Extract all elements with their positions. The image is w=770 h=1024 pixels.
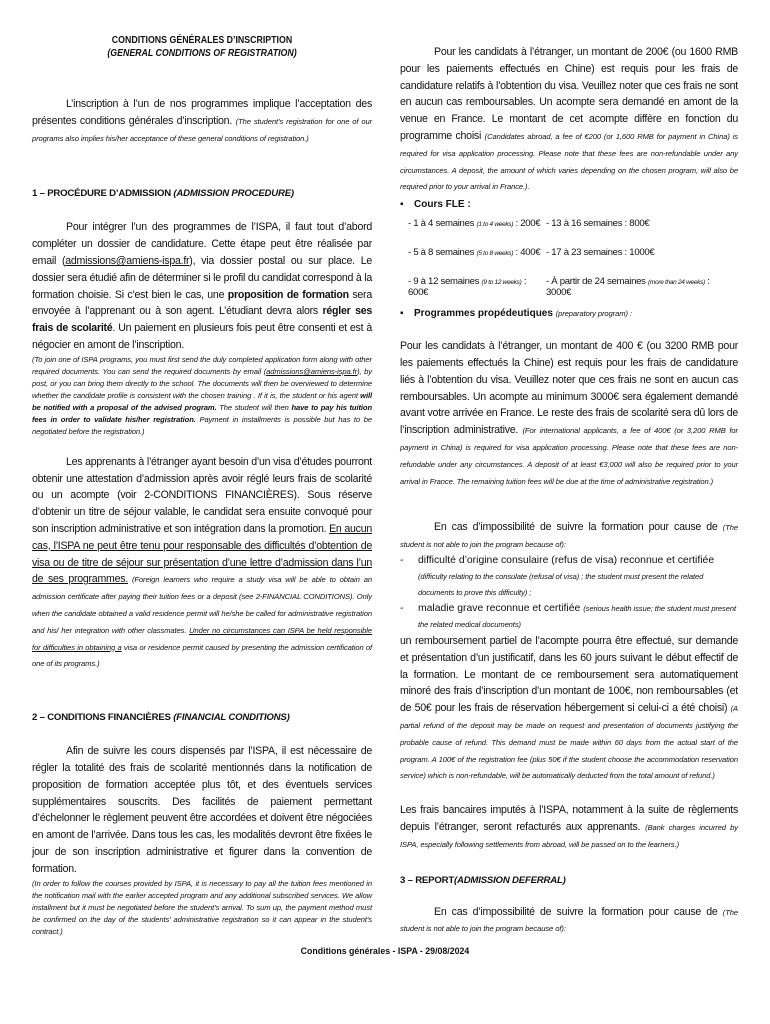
email-link[interactable]: admissions@amiens-ispa.fr xyxy=(65,254,190,267)
document-title: CONDITIONS GÉNÉRALES D’INSCRIPTION xyxy=(111,35,293,46)
fle-heading: ▪ Cours FLE : xyxy=(400,199,471,211)
section-3-heading: 3 – REPORT(ADMISSION DEFERRAL) xyxy=(400,874,566,886)
page-footer: Conditions générales - ISPA - 29/08/2024 xyxy=(300,946,470,956)
fle-item: - À partir de 24 semaines (more than 24 weeks) : 3000€ xyxy=(546,276,710,299)
bank-fees-paragraph: Les frais bancaires imputés à l’ISPA, notamment à la suite de règlements depuis l’étranger, seront refacturés aux apprenants. (Bank charges incurred by ISPA, especially following settlements from abroad, will be passed on to the learners.) xyxy=(400,804,739,849)
fle-item: - 1 à 4 semaines (1 to 4 weeks) : 200€ xyxy=(408,218,541,230)
intro-fr: L’inscription à l’un de nos programmes implique l’acceptation des présentes conditions générales d’inscription. (The student’s registration for one of our programs also implies his/her acceptance of these general conditions of registration.) xyxy=(32,98,373,143)
section-1-english-1: (To join one of ISPA programs, you must first send the duly completed application form along with other required documents. You can send the required documents by email (admissions@amiens-ispa.fr), by post, or you can bring them directly to the school. The documents will then be overviewed to determine whether the candidate profile is consistent with the chosen training . If it is, the student or his agent will be notified with a proposal of the advised program. The student will then have to pay his tuition fees in order to validate his/her registration. Payment in installments is possible but has to be negotiated before the registration.) xyxy=(32,354,373,436)
section-3-paragraph: En cas d’impossibilité de suivre la formation pour cause de (The student is not able to join the program because of): xyxy=(400,905,738,934)
section-2-heading: 2 – CONDITIONS FINANCIÈRES (FINANCIAL CONDITIONS) xyxy=(32,712,290,724)
intro-paragraph xyxy=(32,96,372,146)
impossibility-item: - difficulté d’origine consulaire (refus de visa) reconnue et certifiée (difficulty relating to the consulate (refusal of visa) ; the student must present the related documents to prove this difficulty) ; xyxy=(400,554,715,597)
impossibility-paragraph: En cas d’impossibilité de suivre la formation pour cause de (The student is not able to join the program because of): xyxy=(400,521,738,550)
section-2-english-1: (In order to follow the courses provided by ISPA, it is necessary to pay all the tuition fees mentioned in the notification mail with the earlier accepted program and any additional subscribed services. We allow installment but it must be negotiated before the student’s arrival. To sum up, the payment method must be confirmed on the day of the students’ administrative registration so it can appear in the student’s contract.) xyxy=(32,878,372,936)
left-column xyxy=(32,28,372,938)
refund-paragraph: un remboursement partiel de l’acompte pourra être effectué, sur demande et présentation d’un justificatif, dans les 60 jours suivant le début effectif de la formation. Le montant de ce remboursement sera automatiquement minoré des frais d’inscription d’un montant de 100€, non remboursables (et de 50€ pour les frais de réservation hébergement si celui-ci a été choisi) (A partial refund of the deposit may be made on request and presentation of documents justifying the probable cause of refund. This demand must be made within 60 days from the actual start of the program. A 100€ of the registration fee (plus 50€ if the student choose the accommodation reservation service) which is non-refundable, will be automatically deducted from the total amount of refund.) xyxy=(400,634,738,781)
section-1-paragraph-1: Pour intégrer l’un des programmes de l’ISPA, il faut tout d’abord compléter un dossier de candidature. Cette étape peut être réalisée par email (admissions@amiens-ispa.fr), via dossier postal ou sur place. Le dossier sera étudié afin de déterminer si le profil du candidat correspond à la formation choisie. Si c’est bien le cas, une proposition de formation sera envoyée à l’apprenant ou à son agent. L’étudiant devra alors régler ses frais de scolarité. Un paiement en plusieurs fois peut être consenti et est à négocier en amont de l’inscription. xyxy=(32,221,373,351)
impossibility-item: - maladie grave reconnue et certifiée (serious health issue; the student must present the related medical documents) xyxy=(400,602,736,629)
deposit-paragraph: Pour les candidats à l’étranger, un montant de 200€ (ou 1600 RMB pour les paiements effectués en Chine) est requis pour les frais de candidature relatifs à l’obtention du visa. Veuillez noter que ces frais ne sont en aucun cas remboursables. Un acompte sera demandé en amont de la venue en France. Le montant de cet acompte diffère en fonction du programme choisi (Candidates abroad, a fee of €200 (or 1,600 RMB for payment in China) is required for visa application processing. Please note that these fees are non-refundable under any circumstances. A deposit, the amount of which varies depending on the chosen program, will also be required prior to your arrival in France.). xyxy=(400,46,738,192)
fle-item: - 13 à 16 semaines : 800€ xyxy=(546,218,650,230)
intro-en: (The student’s registration for one of our programs also implies his/her acceptance of these general conditions of registration.) xyxy=(32,116,373,143)
fle-item: - 17 à 23 semaines : 1000€ xyxy=(546,247,655,259)
email-link-en[interactable]: admissions@amiens-ispa.fr xyxy=(266,366,358,376)
document-subtitle: (GENERAL CONDITIONS OF REGISTRATION) xyxy=(107,48,297,59)
right-column xyxy=(400,44,738,937)
fle-price-list xyxy=(408,218,738,298)
section-1-paragraph-2: Les apprenants à l’étranger ayant besoin d’un visa d’études pourront obtenir une attestation d’admission après avoir réglé leurs frais de scolarité ou un acompte (voir 2-CONDITIONS FINANCIÈRES). Sous réserve d’obtenir un titre de séjour valable, le candidat sera ensuite convoqué pour son inscription administrative et son intégration dans la promotion. En aucun cas, l’ISPA ne peut être tenu pour responsable des difficultés d’obtention de visa ou de titre de séjour sur présentation d’une lettre d’admission dans l’un de ses programmes. (Foreign learners who require a study visa will be able to obtain an admission certificate after paying their tuition fees or a deposit (see 2-FINANCIAL CONDITIONS). Only when the candidate obtained a valid residence permit will he/she be called for administrative registration and his/ her integration with other classmates. Under no circumstances can ISPA be held responsible for difficulties in obtaining a visa or residence permit caused by presenting the admission certification of one of its programs.) xyxy=(32,455,372,669)
prep-heading: ▪ Programmes propédeutiques (preparatory program) : xyxy=(400,308,632,320)
fle-item: - 9 à 12 semaines (9 to 12 weeks) : 600€ xyxy=(408,276,527,299)
section-2-paragraph-1: Afin de suivre les cours dispensés par l’ISPA, il est nécessaire de régler la totalité des frais de scolarité mentionnés dans la notification de proposition de formation acceptée plus tôt, et des éventuels services supplémentaires souscrits. Des facilités de paiement permettant d’échelonner le règlement peuvent être accordées et doivent être négociées en amont de l’arrivée. Dans tous les cas, les modalités devront être fixées le jour de son inscription administrative et figurer dans la convention de formation. xyxy=(32,745,372,875)
fle-item: - 5 à 8 semaines (5 to 8 weeks) : 400€ xyxy=(408,247,541,259)
prep-paragraph: Pour les candidats à l’étranger, un montant de 400 € (ou 3200 RMB pour les paiements effectués la Chine) est requis pour les frais de candidature liés à l’obtention du visa. Veuillez noter que ces frais ne sont en aucun cas remboursables. Un acompte au minimum 3000€ sera également demandé avant votre arrivée en France. Le reste des frais de scolarité sera dû lors de l’inscription administrative. (For international applicants, a fee of 400€ (or 3,200 RMB for payment in China) is required for visa application processing. Please note that these fees are non-refundable under any circumstances. A deposit of at least €3,000 will also be required prior to your arrival in France. The remaining tuition fees will be due at the time of administrative registration.) xyxy=(400,340,738,486)
section-1-heading: 1 – PROCÉDURE D’ADMISSION (ADMISSION PROCEDURE) xyxy=(32,188,294,200)
